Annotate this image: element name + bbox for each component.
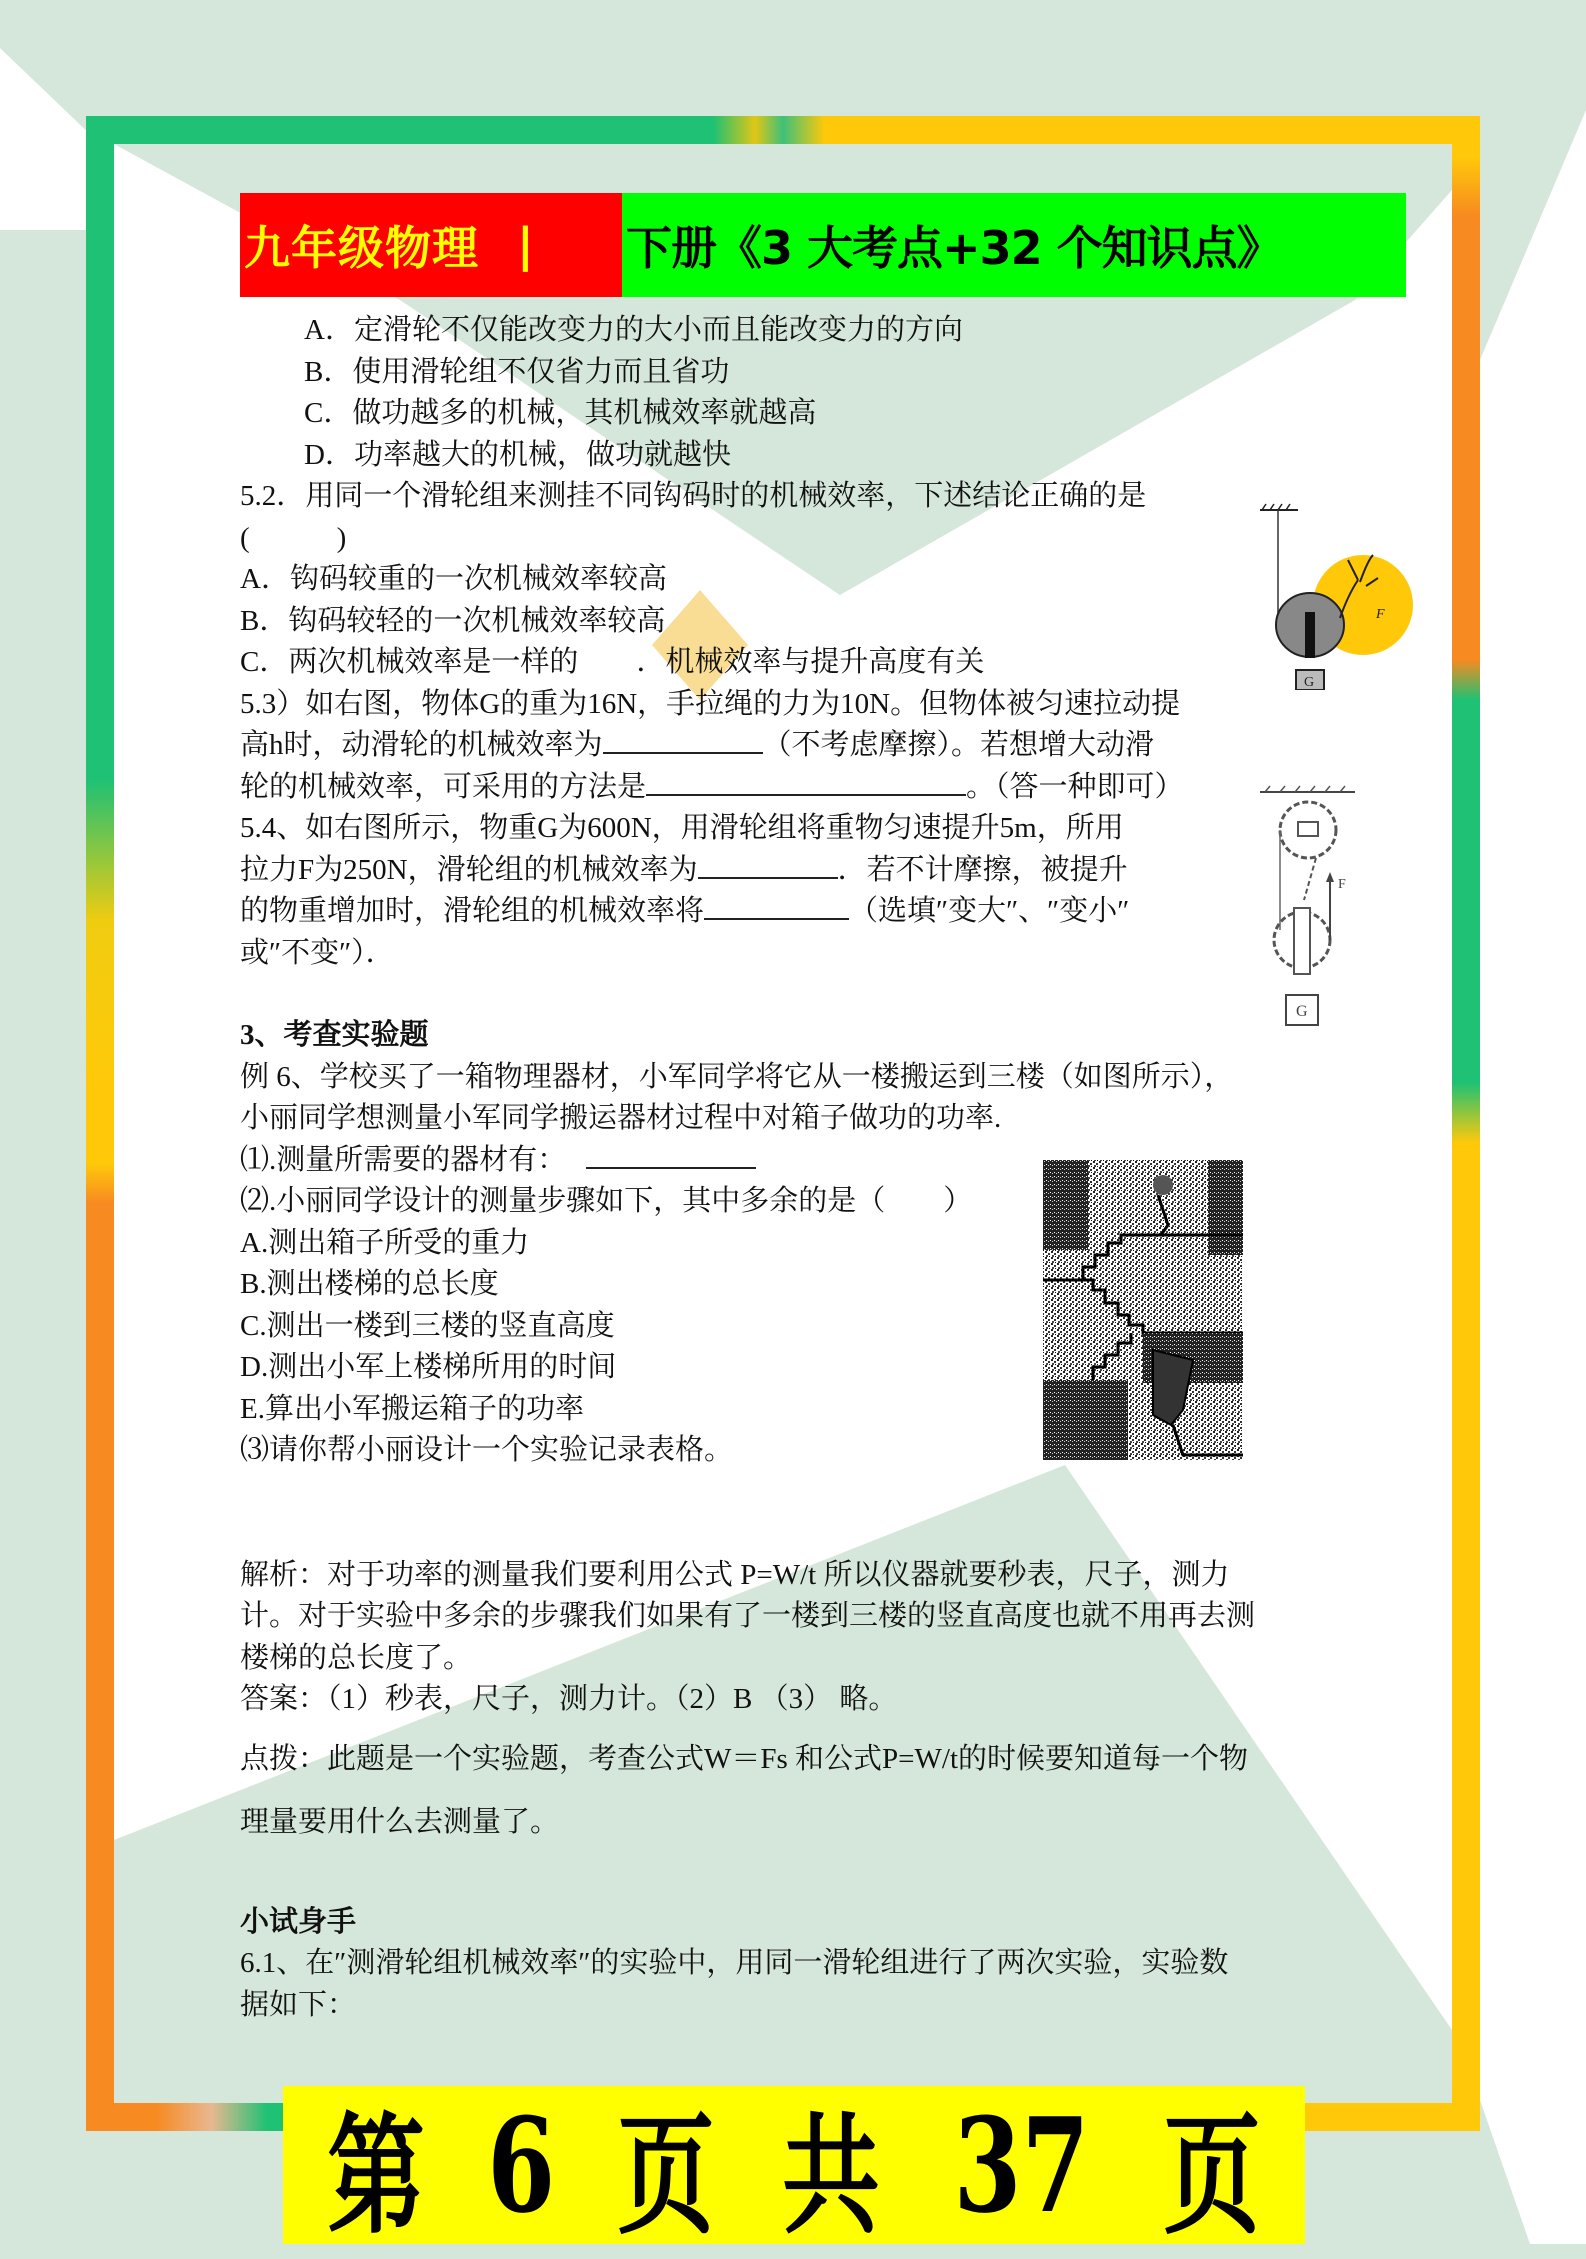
header-banner [240,193,1406,297]
frame-top-border [86,116,1480,144]
spacer [240,1472,1350,1555]
q54-change-blank[interactable] [704,892,849,920]
page-indicator-total-label: 共 [782,2098,881,2252]
option-d: D．功率越大的机械，做功就越快 [304,438,731,471]
total-page-number: 37 [953,2088,1090,2242]
q54-line2-text-b: ．若不计摩擦，被提升 [837,853,1128,886]
practice-line1: 6.1、在″测滑轮组机械效率″的实验中，用同一滑轮组进行了两次实验，实验数 [240,1947,1229,1979]
q54-line2-text-a: 拉力F为250N，滑轮组的机械效率为 [240,853,698,886]
equipment-blank[interactable] [586,1141,756,1169]
option-b: B．使用滑轮组不仅省力而且省功 [304,355,730,388]
practice-line2: 据如下： [240,1988,357,2021]
header-separator: | [517,218,535,272]
example6-step-a: A.测出箱子所受的重力 [240,1226,530,1259]
page-indicator-prefix: 第 [326,2098,425,2252]
q52-option-c: C．两次机械效率是一样的 ．机械效率与提升高度有关 [240,646,985,678]
example6-sub3: ⑶请你帮小丽设计一个实验记录表格。 [240,1434,734,1466]
q53-line2-text-a: 高h时，动滑轮的机械效率为 [240,729,603,761]
example6-sub1-text: ⑴.测量所需要的器材有： [240,1143,567,1176]
page-indicator-unit: 页 [617,2098,715,2252]
q54-line1: 5.4、如右图所示，物重G为600N，用滑轮组将重物匀速提升5m，所用 [240,812,1124,844]
analysis-line1: 解析：对于功率的测量我们要利用公式 P=W/t 所以仪器就要秒表，尺子，测力 [240,1558,1230,1591]
option-c: C．做功越多的机械，其机械效率就越高 [304,397,817,429]
q53-line3-text-b: 。（答一种即可） [966,770,1184,803]
spacer [240,974,1350,1015]
answer-line: 答案：（1）秒表，尺子，测力计。（2）B （3） 略。 [240,1683,898,1715]
q52-option-b: B．钩码较轻的一次机械效率较高 [240,604,666,637]
practice-heading: 小试身手 [240,1905,357,1938]
example6-step-d: D.测出小军上楼梯所用的时间 [240,1351,617,1383]
q54-line2 [240,850,1350,892]
header-book-title: 下册《3 大考点+32 个知识点》 [626,221,1282,275]
weight-label: G [1304,675,1315,690]
q54-line3 [240,891,1350,933]
example6-step-e: E.算出小军搬运箱子的功率 [240,1392,584,1425]
q52-stem: 5.2．用同一个滑轮组来测挂不同钩码时的机械效率，下述结论正确的是 [240,480,1147,512]
q54-efficiency-blank[interactable] [698,851,838,879]
example6-line2: 小丽同学想测量小军同学搬运器材过程中对箱子做功的功率. [240,1102,1002,1134]
q52-option-a: A．钩码较重的一次机械效率较高 [240,563,667,595]
q54-line3-text-a: 的物重增加时，滑轮组的机械效率将 [240,895,705,927]
q54-line4: 或″不变″）． [240,936,395,969]
tip-line2: 理量要用什么去测量了。 [240,1806,560,1838]
q53-line2-text-b: （不考虑摩擦）。若想增大动滑 [762,729,1155,761]
frame-right-border [1452,116,1480,2130]
force-label: F [1376,607,1385,622]
q53-line2 [240,725,1350,767]
staircase-figure [1033,1155,1253,1465]
example6-sub2: ⑵.小丽同学设计的测量步骤如下，其中多余的是（ ） [240,1185,973,1217]
q52-bracket: ( ) [240,521,347,554]
person-upstairs-icon [1153,1175,1173,1195]
q53-line1: 5.3）如右图，物体G的重为16N，手拉绳的力为10N。但物体被匀速拉动提 [240,687,1181,720]
analysis-line3: 楼梯的总长度了。 [240,1641,473,1674]
q53-line3-text-a: 轮的机械效率，可采用的方法是 [240,770,647,803]
weight-label-2: G [1296,1003,1308,1020]
example6-line1: 例 6、学校买了一箱物理器材，小军同学将它从一楼搬运到三楼（如图所示）， [240,1060,1234,1093]
q53-method-blank[interactable] [646,768,966,796]
q53-line3 [240,767,1350,809]
analysis-line2: 计。对于实验中多余的步骤我们如果有了一楼到三楼的竖直高度也就不用再去测 [240,1600,1256,1632]
header-title-box [622,193,1406,297]
frame-left-border [86,116,114,2130]
q54-line3-text-b: （选填″变大″、″变小″ [849,895,1130,927]
q53-efficiency-blank[interactable] [603,726,763,754]
current-page-number: 6 [486,2088,555,2242]
pulley-figure-2 [1250,780,1360,1040]
tip-line1: 点拨：此题是一个实验题，考查公式W＝Fs 和公式P=W/t的时候要知道每一个物 [240,1742,1249,1775]
pulley-figure-1 [1248,500,1418,690]
example6-step-c: C.测出一楼到三楼的竖直高度 [240,1309,615,1342]
page-indicator [283,2086,1305,2252]
force-arrow-icon [1326,872,1334,882]
example6-step-b: B.测出楼梯的总长度 [240,1268,499,1300]
spacer [240,1844,1350,1902]
force-label-2: F [1338,877,1346,892]
header-subject: 九年级物理 [244,221,479,275]
header-subject-box [240,193,622,297]
page-indicator-unit-2: 页 [1163,2098,1262,2252]
fixed-pulley-icon [1280,802,1336,858]
section3-heading: 3、考查实验题 [240,1019,429,1051]
option-a: A．定滑轮不仅能改变力的大小而且能改变力的方向 [304,314,963,346]
